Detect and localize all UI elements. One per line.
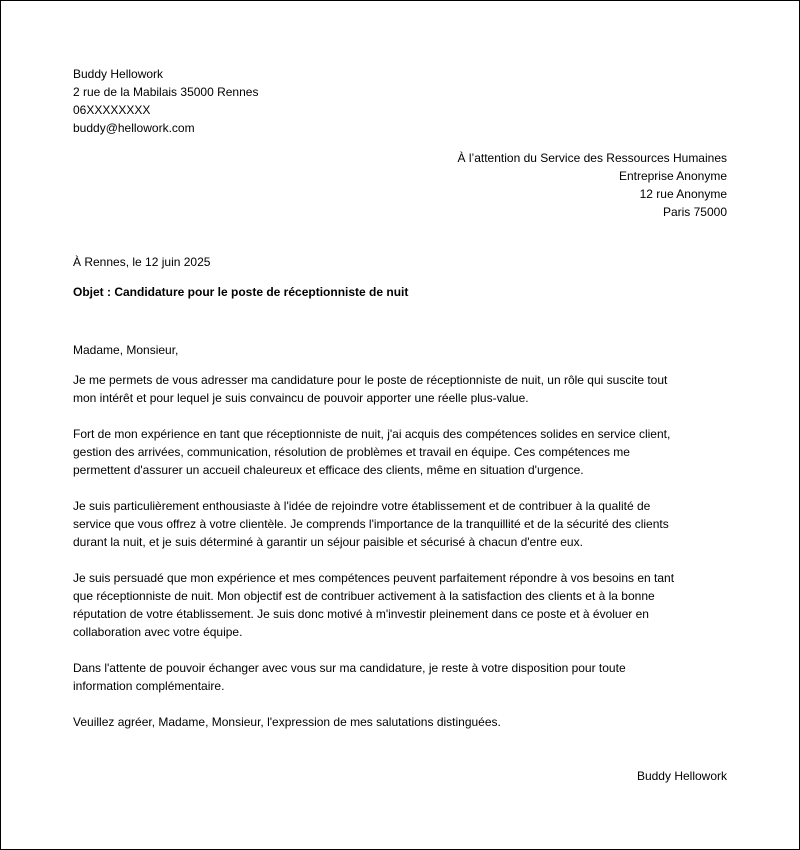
sender-name: Buddy Hellowork <box>73 67 164 81</box>
paragraph-4 <box>73 569 727 641</box>
paragraph-line: mon intérêt et pour lequel je suis convaincu de pouvoir apporter une réelle plus-value. <box>73 391 529 405</box>
sender-email: buddy@hellowork.com <box>73 121 195 135</box>
closing-paragraph <box>73 713 727 731</box>
recipient-street: 12 rue Anonyme <box>639 187 727 201</box>
paragraph-line: durant la nuit, et je suis déterminé à garantir un séjour paisible et sécurisé à chacun d'entre eux. <box>73 535 583 549</box>
sender-address: 2 rue de la Mabilais 35000 Rennes <box>73 85 259 99</box>
signature-name: Buddy Hellowork <box>636 769 727 783</box>
date-line <box>73 253 727 271</box>
paragraph-1 <box>73 371 727 407</box>
paragraph-line: Fort de mon expérience en tant que réceptionniste de nuit, j'ai acquis des compétences solides en service client, <box>73 427 671 441</box>
paragraph-line: Je suis particulièrement enthousiaste à l'idée de rejoindre votre établissement et de contribuer à la qualité de <box>73 499 651 513</box>
paragraph-3 <box>73 497 727 551</box>
subject-text: Objet : Candidature pour le poste de réceptionniste de nuit <box>73 285 409 299</box>
recipient-block <box>73 149 727 221</box>
paragraph-line: information complémentaire. <box>73 679 225 693</box>
recipient-company: Entreprise Anonyme <box>618 169 727 183</box>
paragraph-line: Je suis persuadé que mon expérience et mes compétences peuvent parfaitement répondre à vos besoins en tant <box>73 571 675 585</box>
paragraph-line: que réceptionniste de nuit. Mon objectif est de contribuer activement à la satisfaction des clients et à la bonne <box>73 589 655 603</box>
paragraph-line: Veuillez agréer, Madame, Monsieur, l'expression de mes salutations distinguées. <box>73 715 501 729</box>
recipient-attention: À l’attention du Service des Ressources Humaines <box>457 151 727 165</box>
paragraph-2 <box>73 425 727 479</box>
sender-phone: 06XXXXXXXX <box>73 103 151 117</box>
paragraph-line: collaboration avec votre équipe. <box>73 625 243 639</box>
recipient-city: Paris 75000 <box>662 205 727 219</box>
paragraph-line: réputation de votre établissement. Je suis donc motivé à m'investir pleinement dans ce poste et à évoluer en <box>73 607 649 621</box>
signature <box>73 767 727 785</box>
salutation-text: Madame, Monsieur, <box>73 343 179 357</box>
date-text: À Rennes, le 12 juin 2025 <box>73 255 211 269</box>
paragraph-line: gestion des arrivées, communication, résolution de problèmes et travail en équipe. Ces compétences me <box>73 445 630 459</box>
paragraph-line: permettent d'assurer un accueil chaleureux et efficace des clients, même en situation d'urgence. <box>73 463 584 477</box>
paragraph-line: Je me permets de vous adresser ma candidature pour le poste de réceptionniste de nuit, un rôle qui suscite tout <box>73 373 668 387</box>
paragraph-line: service que vous offrez à votre clientèle. Je comprends l'importance de la tranquillité et de la sécurité des clients <box>73 517 669 531</box>
subject-line <box>73 283 727 301</box>
paragraph-5 <box>73 659 727 695</box>
salutation <box>73 341 727 359</box>
paragraph-line: Dans l'attente de pouvoir échanger avec vous sur ma candidature, je reste à votre disposition pour toute <box>73 661 626 675</box>
sender-block <box>73 65 727 137</box>
